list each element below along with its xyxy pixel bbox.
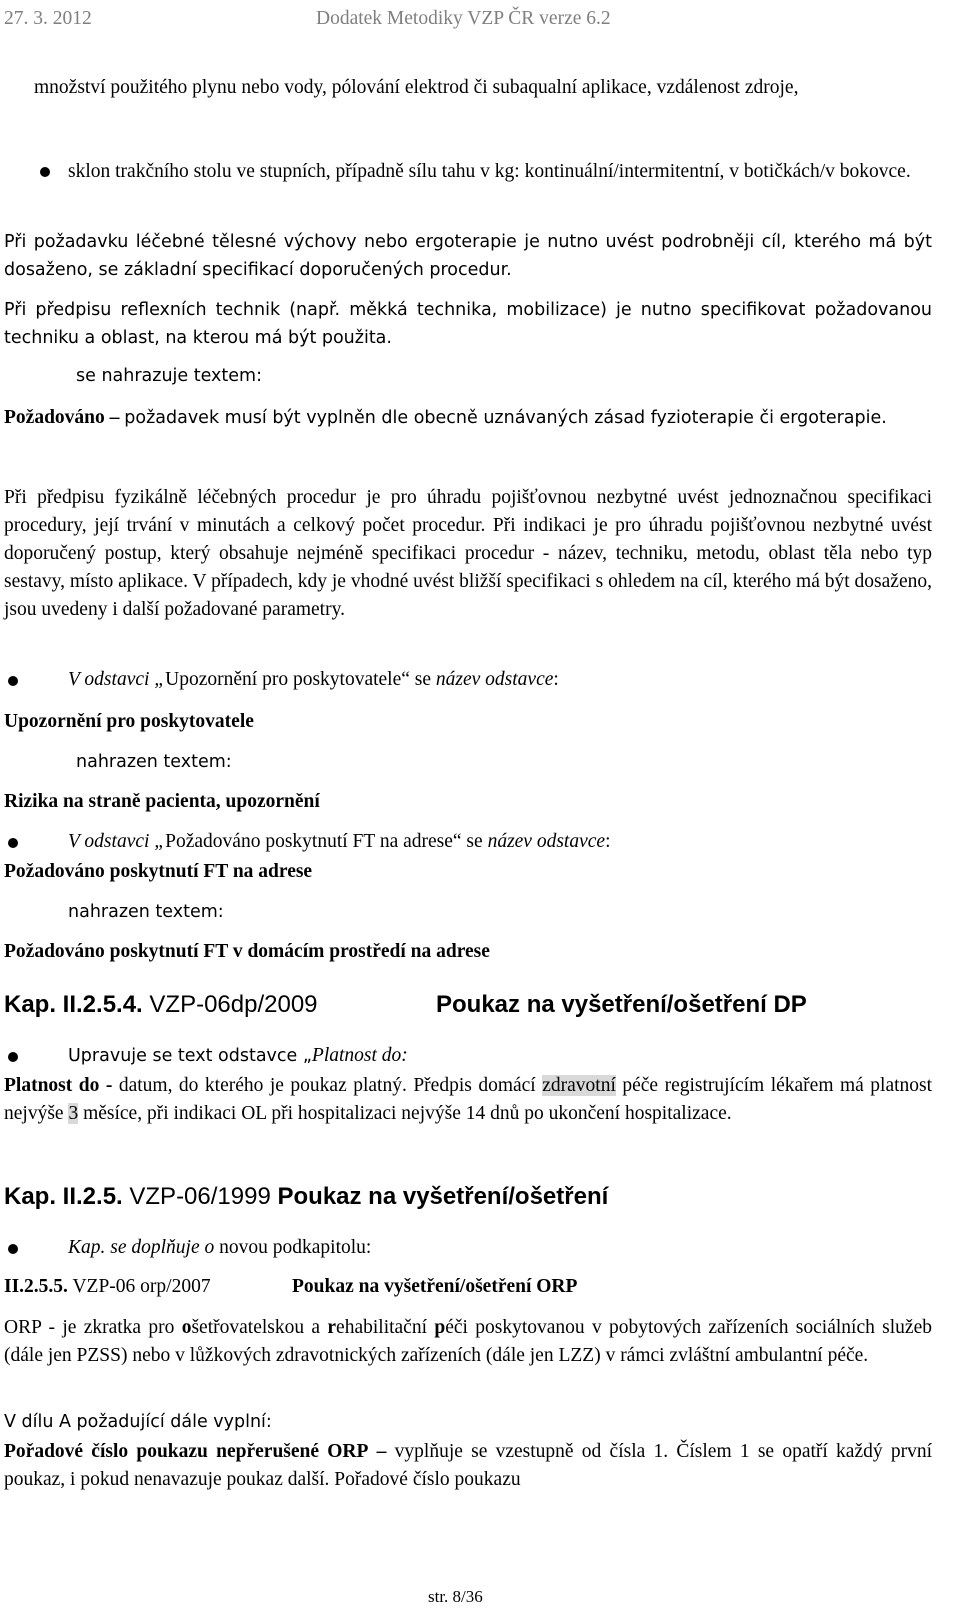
heading-new-text: Požadováno poskytnutí FT v domácím prostředí na adrese [4, 941, 490, 962]
bullet-icon [8, 1244, 18, 1254]
orp-paragraph [4, 1314, 932, 1370]
odstavec-pre: V odstavci „ [68, 831, 166, 852]
poradove-text: vyplňuje se vzestupně od čísla 1. Číslem 1 se opatří každý první poukaz, i pokud nenavazuje poukaz další. Pořadové číslo poukazu [4, 1441, 932, 1490]
odstavec-mid: “ se [452, 831, 483, 852]
heading-new-pozadovano [4, 938, 490, 966]
chapter-heading-254 [4, 990, 944, 1020]
platnost-term: Platnost do - [4, 1075, 113, 1096]
subchapter-heading-255 [4, 1273, 944, 1301]
heading-new-text: Rizika na straně pacienta, upozornění [4, 791, 320, 812]
orp-bold-r: r [327, 1317, 337, 1338]
odstavec-post: název odstavce [487, 831, 606, 852]
orp-bold-p: p [434, 1317, 446, 1338]
upravuje-line [68, 1042, 408, 1070]
heading-old-text: Upozornění pro poskytovatele [4, 711, 254, 732]
upravuje-text: Upravuje se text odstavce „ [68, 1046, 312, 1066]
nahrazen-lead: nahrazen textem: [68, 902, 224, 922]
odstavec-colon: : [553, 669, 559, 690]
subchapter-number: II.2.5.5. [4, 1276, 68, 1297]
dil-a-line: V dílu A požadující dále vyplní: [4, 1412, 272, 1432]
poradove-dash: – [376, 1441, 387, 1462]
poradove-term: Pořadové číslo poukazu nepřerušené ORP [4, 1441, 369, 1462]
heading-old-pozadovano [4, 858, 312, 886]
odstavec-name: Upozornění pro poskytovatele [165, 669, 402, 690]
replace-lead-nahrazuje: se nahrazuje textem: [76, 366, 262, 386]
pozadovano-term: Požadováno [4, 407, 105, 428]
nahrazen-lead: nahrazen textem: [76, 752, 232, 772]
subchapter-code: VZP-06 orp/2007 [72, 1276, 211, 1297]
intro-bullet-sklon: sklon trakčního stolu ve stupních, případně sílu tahu v kg: kontinuální/intermitentní, v botičkách/v bokovce. [68, 161, 911, 182]
heading-old-text: Požadováno poskytnutí FT na adrese [4, 861, 313, 882]
doplnuje-text: novou podkapitolu: [219, 1237, 372, 1258]
chapter-number: Kap. II.2.5.4. [4, 991, 143, 1018]
odstavec-name: Požadováno poskytnutí FT na adrese [165, 831, 453, 852]
chapter-title: Poukaz na vyšetření/ošetření DP [436, 991, 807, 1018]
platnost-paragraph [4, 1072, 932, 1128]
bullet-icon [8, 1052, 18, 1062]
page-number: str. 8/36 [428, 1587, 483, 1606]
chapter-code: VZP-06dp/2009 [149, 991, 318, 1018]
heading-old-upozorneni [4, 708, 254, 736]
intro-continuation: množství použitého plynu nebo vody, pólování elektrod či subaqualní aplikace, vzdálenost zdroje, [34, 77, 799, 98]
odstavec-pre: V odstavci „ [68, 669, 166, 690]
intro-paragraph-reflexni: Při předpisu reflexních technik (např. měkká technika, mobilizace) je nutno specifikovat požadovanou techniku a oblast, na kterou má být použita. [4, 300, 932, 348]
pozadovano-definition [4, 404, 932, 432]
header-document-title: Dodatek Metodiky VZP ČR verze 6.2 [316, 8, 611, 29]
orp-bold-o: o [181, 1317, 192, 1338]
platnost-text-2: péče registrujícím lékařem má platnost nejvýše [4, 1075, 933, 1124]
chapter-heading-25 [4, 1182, 944, 1212]
pozadovano-text: požadavek musí být vyplněn dle obecně uznávaných zásad fyzioterapie či ergoterapie. [124, 408, 887, 428]
header-date: 27. 3. 2012 [4, 8, 92, 29]
orp-text-c: šetřovatelskou a [191, 1317, 328, 1338]
bullet-icon [8, 676, 18, 686]
page-footer [428, 1586, 483, 1608]
platnost-highlight-3: 3 [68, 1103, 79, 1124]
odstavec-colon: : [605, 831, 611, 852]
chapter-number: Kap. II.2.5. [4, 1183, 123, 1210]
platnost-text-3: měsíce, při indikaci OL při hospitalizaci nejvýše 14 dnů po ukončení hospitalizace. [83, 1103, 732, 1124]
orp-text-a: ORP - je zkratka pro [4, 1317, 182, 1338]
pozadovano-dash: – [109, 407, 120, 428]
upravuje-italic: Platnost do: [311, 1045, 408, 1066]
orp-text-d: ehabilitační [336, 1317, 435, 1338]
subchapter-title: Poukaz na vyšetření/ošetření ORP [292, 1276, 578, 1297]
platnost-text-1: datum, do kterého je poukaz platný. Předpis domácí [118, 1075, 536, 1096]
heading-new-rizika [4, 788, 320, 816]
odstavec-pozadovano-line [68, 828, 610, 856]
bullet-icon [8, 838, 18, 848]
doplnuje-italic: Kap. se doplňuje o [68, 1237, 215, 1258]
odstavec-post: název odstavce [435, 669, 554, 690]
poradove-paragraph [4, 1438, 932, 1494]
odstavec-mid: “ se [401, 669, 432, 690]
chapter-title: Poukaz na vyšetření/ošetření [277, 1183, 609, 1210]
doplnuje-line [68, 1234, 371, 1262]
odstavec-upozorneni-line [68, 666, 559, 694]
chapter-code: VZP-06/1999 [129, 1183, 271, 1210]
fyzikalni-paragraph: Při předpisu fyzikálně léčebných procedur je pro úhradu pojišťovnou nezbytné uvést jednoznačnou specifikaci procedury, její trvání v minutách a celkový počet procedur. Při indikaci je pro úhradu pojišťovnou nezbytné uvést doporučený postup, který obsahuje nejméně specifikaci procedur - název, techniku, metodu, oblast těla nebo typ sestavy, místo aplikace. V případech, kdy je vhodné uvést bližší specifikaci s ohledem na cíl, kterého má být dosaženo, jsou uvedeny i další požadované parametry. [4, 487, 932, 620]
intro-paragraph-ergoterapie: Při požadavku léčebné tělesné výchovy nebo ergoterapie je nutno uvést podrobněji cíl, kterého má být dosaženo, se základní specifikací doporučených procedur. [4, 232, 932, 280]
orp-text-e: éči poskytovanou v pobytových zařízeních sociálních služeb (dále jen PZSS) nebo v lůžkových zdravotnických zařízeních (dále jen LZZ) v rámci zvláštní ambulantní péče. [4, 1317, 932, 1366]
platnost-highlight-zdravotni: zdravotní [542, 1075, 616, 1096]
page-header [4, 4, 644, 34]
